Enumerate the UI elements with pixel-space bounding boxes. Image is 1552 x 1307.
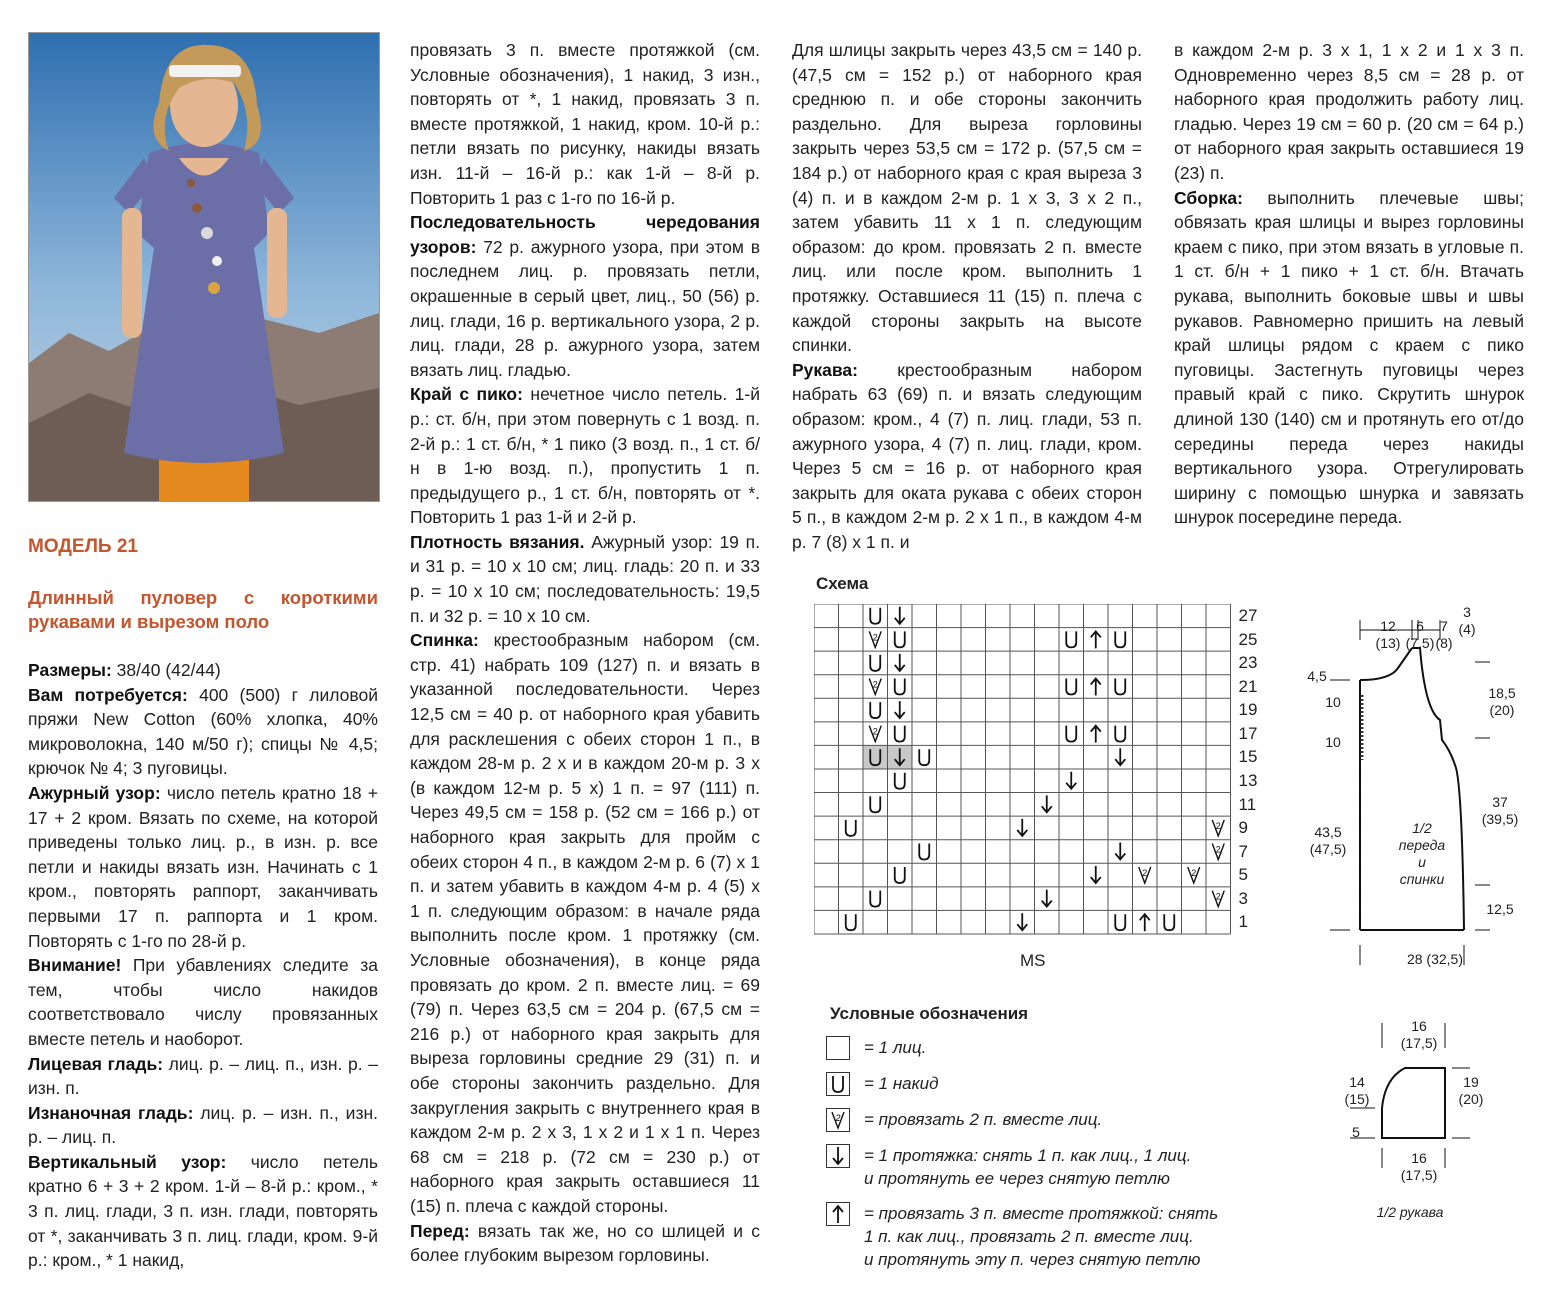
model-title: Длинный пуловер с короткими рукавами и вырезом поло: [28, 587, 378, 632]
yarn-over-symbol: [895, 867, 905, 883]
dim-12-5: 12,5: [1486, 901, 1514, 917]
paragraph: [792, 358, 1142, 555]
legend-symbol-icon: [826, 1144, 850, 1168]
row-number: 9: [1238, 818, 1248, 838]
row-number: 11: [1238, 794, 1257, 814]
paragraph-text: крестообразным набором (см. стр. 41) набрать 109 (127) п. и вязать в указанной последовательности. Через 12,5 см = 40 р. от наборного края убавить для расклешения с обеих сторон 1 п., в каждом 28-м р. 2 х и в каждом 20-м р. 3 х (в каждом 12-м р. 5 х) 1 п. = 97 (111) п. Через 49,5 см = 158 р. (52 см = 166 р.) от наборного края закрыть для пройм с обеих сторон 4 п., в каждом 2-м р. 6 (7) х 1 п. и затем убавить в каждом 4-м р. 4 (5) х 1 п. следующим образом: в начале ряда выполнить после кром. 1 протяжку (см. Условные обозначения), в конце ряда провязать до кром. 2 п. вместе лиц. = 69 (79) п. Через 63,5 см = 204 р. (67,5 см = 216 р.) от наборного края закрыть для выреза горловины средние 29 (31) п. и обе стороны закончить раздельно. Для закругления закрыть с внутреннего края в каждом 2-м р. 2 х 3, 1 х 2 и 1 х 1 п. Через 68 см = 218 р. (72 см = 230 р.) от наборного края закрыть оставшиеся 11 (15) п. плеча с каждой стороны.: [410, 630, 760, 1216]
paragraph-heading: Рукава:: [792, 359, 858, 380]
paragraph-text: 72 р. ажурного узора, при этом в последнем лиц. р. провязать петли, окрашенные в серый цвет, лиц., 50 (56) р. лиц. глади, 16 р. вертикального узора, 2 р. лиц. глади, 28 р. ажурного узора, затем вязать лиц. гладью.: [410, 236, 760, 380]
yarn-over-symbol: [846, 820, 856, 836]
ssk-symbol: [1017, 819, 1027, 836]
yarn-over-symbol: [870, 796, 880, 812]
yarn-over-symbol: [1066, 678, 1076, 694]
schema-title: Схема: [816, 574, 869, 593]
paragraph-text: Ажурный узор: 19 п. и 31 р. = 10 х 10 см; лиц. гладь: 20 п. и 33 р. = 10 х 10 см; последовательность: 19,5 п. и 32 р. = 10 х 10 см.: [410, 531, 760, 626]
legend-symbol-icon: [826, 1072, 850, 1096]
sleeve-dim-5: 5: [1352, 1124, 1360, 1140]
paragraph-text: число петель кратно 18 + 17 + 2 кром. Вязать по схеме, на которой приведены только лиц. р., в изн. р. все петли и накиды вязать изн. Начинать с 1 кром., повторять раппорт, заканчивать первыми 17 п. раппорта и 1 кром. Повторять с 1-го по 28-й р.: [28, 782, 378, 951]
paragraph: [28, 683, 378, 781]
ssk-symbol: [895, 607, 905, 624]
yarn-over-symbol: [895, 631, 905, 647]
dim-28: 28 (32,5): [1406, 951, 1464, 967]
paragraph-text: Для шлицы закрыть через 43,5 см = 140 р. (47,5 см = 152 р.) от наборного края среднюю п. и обе стороны закончить раздельно. Для выреза горловины закрыть через 53,5 см = 172 р. (57,5 см = 184 р.) от наборного края с края выреза 3 (4) п. и в каждом 2-м р. 1 х 3, 3 х 2 п., затем убавить 11 х 1 п. следующим образом: до кром. провязать 2 п. вместе лиц. или после кром. выполнить 1 протяжку. Оставшиеся 11 (15) п. плеча с каждой стороны закрыть на высоте спинки.: [792, 40, 1142, 356]
svg-text:2: 2: [872, 679, 878, 690]
yarn-over-symbol: [1066, 726, 1076, 742]
svg-text:2: 2: [1191, 868, 1197, 879]
sleeve-dim-top: 16 (17,5): [1400, 1018, 1438, 1051]
sleeve-dim-bottom: 16 (17,5): [1400, 1150, 1438, 1183]
yarn-over-symbol: [870, 891, 880, 907]
yarn-over-symbol: [1115, 726, 1125, 742]
k2tog-symbol: [1212, 820, 1224, 836]
k2tog-symbol: [869, 726, 881, 742]
dim-10a: 10: [1325, 694, 1341, 710]
sleeve-dim-19: 19 (20): [1458, 1074, 1484, 1107]
ssk-symbol: [1115, 842, 1125, 859]
ms-label: MS: [1020, 951, 1046, 970]
yarn-over-symbol: [870, 702, 880, 718]
paragraph-heading: Вертикальный узор:: [28, 1151, 227, 1172]
row-number: 13: [1238, 770, 1258, 790]
paragraph-heading: Изнаночная гладь:: [28, 1102, 194, 1123]
legend-symbol-icon: [826, 1202, 850, 1226]
legend-symbol-icon: [826, 1108, 850, 1132]
paragraph-text: в каждом 2-м р. 3 х 1, 1 х 2 и 1 х 3 п. Одновременно через 8,5 см = 28 р. от наборного края продолжить работу лиц. гладью. Через 19 см = 60 р. (20 см = 64 р.) от наборного края закрыть оставшиеся 19 (23) п.: [1174, 40, 1524, 183]
paragraph-heading: Вам потребуется:: [28, 684, 188, 705]
paragraph-text: 38/40 (42/44): [111, 660, 221, 680]
paragraph: [410, 1219, 760, 1268]
svg-text:2: 2: [1215, 820, 1221, 831]
svg-text:2: 2: [1215, 844, 1221, 855]
dim-18-5: 18,5 (20): [1488, 685, 1516, 718]
model-number: МОДЕЛЬ 21: [28, 536, 138, 557]
svg-text:2: 2: [835, 1113, 841, 1123]
yarn-over-symbol: [1115, 914, 1125, 930]
yarn-over-symbol: [919, 843, 929, 859]
paragraph-text: 400 (500) г лиловой пряжи New Cotton (60% хлопка, 40% микроволокна, 140 м/50 г); спицы № 4,5; крючок № 4; 3 пуговицы.: [28, 684, 378, 779]
paragraph: [410, 382, 760, 530]
paragraph: [28, 1150, 378, 1273]
paragraph-heading: Спинка:: [410, 630, 479, 651]
row-number: 23: [1238, 653, 1258, 673]
row-number: 21: [1238, 676, 1258, 696]
legend-text: 1 п. как лиц., провязать 2 п. вместе лиц.: [864, 1227, 1194, 1246]
sleeve-dim-14: 14 (15): [1344, 1074, 1370, 1107]
svg-text:2: 2: [1215, 891, 1221, 902]
k2tog-symbol: [1212, 843, 1224, 859]
paragraph: [1174, 186, 1524, 530]
sk2p-symbol: [1091, 726, 1101, 743]
legend-text: = провязать 2 п. вместе лиц.: [864, 1110, 1103, 1129]
front-back-label: 1/2 переда и спинки: [1398, 820, 1446, 887]
paragraph-text: лиц. р. – изн. п., изн. р. – лиц. п.: [28, 1102, 378, 1148]
ssk-symbol: [895, 654, 905, 671]
model-photo: [28, 32, 380, 502]
yarn-over-symbol: [846, 914, 856, 930]
ssk-symbol: [1115, 748, 1125, 765]
dim-37: 37 (39,5): [1481, 794, 1519, 827]
dim-6: 6 (7,5): [1405, 618, 1435, 651]
sk2p-symbol: [1091, 678, 1101, 695]
yarn-over-symbol: [895, 678, 905, 694]
knitting-chart: [814, 604, 1233, 936]
legend-title: Условные обозначения: [830, 1004, 1029, 1023]
k2tog-symbol: [1212, 891, 1224, 907]
ssk-symbol: [1017, 913, 1027, 930]
paragraph-heading: Плотность вязания.: [410, 531, 585, 552]
paragraph-heading: Перед:: [410, 1220, 470, 1241]
yarn-over-symbol: [870, 655, 880, 671]
paragraph: [1174, 38, 1524, 186]
paragraph: [28, 1101, 378, 1150]
text-column-3: [792, 38, 1142, 554]
legend-text: = 1 лиц.: [864, 1038, 927, 1057]
row-number: 27: [1238, 606, 1258, 625]
row-number: 25: [1238, 629, 1258, 649]
legend-text: и протянуть ее через снятую петлю: [864, 1169, 1170, 1188]
paragraph-text: число петель кратно 6 + 3 + 2 кром. 1-й – 8-й р.: кром., * 3 п. лиц. глади, 3 п. изн. глади, повторять от *, заканчивать 3 п. лиц. глади, кром. 9-й р.: кром., * 1 накид,: [28, 1151, 378, 1271]
text-column-1: [28, 658, 378, 1273]
paragraph-heading: Последовательность чередования узоров:: [410, 212, 760, 257]
dim-43-5: 43,5 (47,5): [1309, 824, 1347, 857]
paragraph-heading: Ажурный узор:: [28, 782, 161, 803]
sk2p-symbol: [1091, 631, 1101, 648]
row-number: 7: [1238, 841, 1248, 861]
row-number: 17: [1238, 723, 1258, 743]
yarn-over-symbol: [895, 773, 905, 789]
legend-text: = провязать 3 п. вместе протяжкой: снять: [864, 1204, 1219, 1223]
sk2p-symbol: [1140, 914, 1150, 931]
k2tog-symbol: [1188, 867, 1200, 883]
paragraph: [410, 38, 760, 210]
yarn-over-symbol: [870, 608, 880, 624]
paragraph: [28, 953, 378, 1051]
paragraph-heading: Лицевая гладь:: [28, 1053, 164, 1074]
paragraph-text: крестообразным набором набрать 63 (69) п. и вязать следующим образом: кром., 4 (7) п. лиц. глади, 53 п. ажурного узора, 4 (7) п. лиц. глади, кром. Через 5 см = 16 р. от наборного края закрыть для оката рукава с обеих сторон 5 п., в каждом 2-м р. 2 х 1 п., в каждом 4-м р. 7 (8) х 1 п. и: [792, 359, 1142, 552]
paragraph-heading: Край с пико:: [410, 384, 523, 405]
ssk-symbol: [1091, 866, 1101, 883]
k2tog-symbol: [869, 678, 881, 694]
k2tog-symbol: [1139, 867, 1151, 883]
text-column-4: [1174, 38, 1524, 530]
paragraph-text: вязать так же, но со шлицей и с более глубоким вырезом горловины.: [410, 1220, 760, 1266]
paragraph: [410, 210, 760, 382]
paragraph: [28, 1052, 378, 1101]
ssk-symbol: [1066, 772, 1076, 789]
paragraph-text: провязать 3 п. вместе протяжкой (см. Условные обозначения), 1 накид, 3 изн., повторять от *, 1 накид, провязать 3 п. вместе протяжкой, 1 накид, кром. 10-й р.: петли вязать по рисунку, накиды вязать изн. 11-й – 16-й р.: как 1-й – 8-й р. Повторить 1 раз с 1-го по 16-й р.: [410, 40, 760, 208]
k2tog-symbol: [869, 631, 881, 647]
row-number: 5: [1238, 865, 1248, 885]
paragraph-text: лиц. р. – лиц. п., изн. р. – изн. п.: [28, 1053, 378, 1099]
yarn-over-symbol: [1115, 678, 1125, 694]
legend-text: = 1 протяжка: снять 1 п. как лиц., 1 лиц.: [864, 1146, 1192, 1165]
svg-text:2: 2: [872, 726, 878, 737]
yarn-over-symbol: [1115, 631, 1125, 647]
svg-text:2: 2: [872, 632, 878, 643]
yarn-over-symbol: [1164, 914, 1174, 930]
dim-12: 12 (13): [1375, 618, 1401, 651]
paragraph: [410, 628, 760, 1218]
svg-text:2: 2: [1142, 868, 1148, 879]
paragraph-heading: Размеры:: [28, 660, 112, 680]
sleeve-caption: 1/2 рукава: [1376, 1204, 1444, 1220]
paragraph: [410, 530, 760, 628]
dim-3: 3 (4): [1458, 604, 1476, 637]
dim-10b: 10: [1325, 734, 1341, 750]
paragraph: [28, 781, 378, 953]
legend-text: и протянуть эту п. через снятую петлю: [864, 1250, 1201, 1269]
row-number: 19: [1238, 700, 1258, 720]
yarn-over-symbol: [895, 726, 905, 742]
ssk-symbol: [1042, 890, 1052, 907]
ssk-symbol: [895, 701, 905, 718]
legend-text: = 1 накид: [864, 1074, 939, 1093]
paragraph: [792, 38, 1142, 358]
row-number: 1: [1238, 912, 1248, 932]
legend-symbol-icon: [826, 1036, 850, 1060]
yarn-over-symbol: [919, 749, 929, 765]
ssk-symbol: [1042, 795, 1052, 812]
paragraph-heading: Сборка:: [1174, 187, 1243, 208]
paragraph: [28, 658, 378, 683]
text-column-2: [410, 38, 760, 1268]
paragraph-text: нечетное число петель. 1-й р.: ст. б/н, при этом повернуть с 1 возд. п. 2-й р.: 1 ст. б/н, * 1 пико (3 возд. п., 1 ст. б/н в 1-ю возд. п.), пропустить 1 п. предыдущего р., 1 ст. б/н, повторять от *. Повторить 1 раз 1-й и 2-й р.: [410, 384, 760, 528]
paragraph-text: При убавлениях следите за тем, чтобы число накидов соответствовало числу провязанных вместе петель и наоборот.: [28, 955, 378, 1049]
row-number: 3: [1238, 888, 1248, 908]
row-number: 15: [1238, 747, 1258, 767]
paragraph-heading: Внимание!: [28, 955, 122, 976]
dim-4-5: 4,5: [1307, 668, 1327, 684]
paragraph-text: выполнить плечевые швы; обвязать края шлицы и вырез горловины краем с пико, при этом вязать в угловые п. 1 ст. б/н + 1 пико + 1 ст. б/н. Втачать рукава, выполнить боковые швы и швы рукавов. Равномерно пришить на левый край шлицы рядом с краем с пико пуговицы. Застегнуть пуговицы через правый край с пико. Скрутить шнурок длиной 130 (140) см и протянуть его от/до середины переда через накиды вертикального узора. Отрегулировать ширину с помощью шнурка и завязать шнурок посередине переда.: [1174, 187, 1524, 528]
dim-7: 7 (8): [1435, 618, 1453, 651]
yarn-over-symbol: [1066, 631, 1076, 647]
